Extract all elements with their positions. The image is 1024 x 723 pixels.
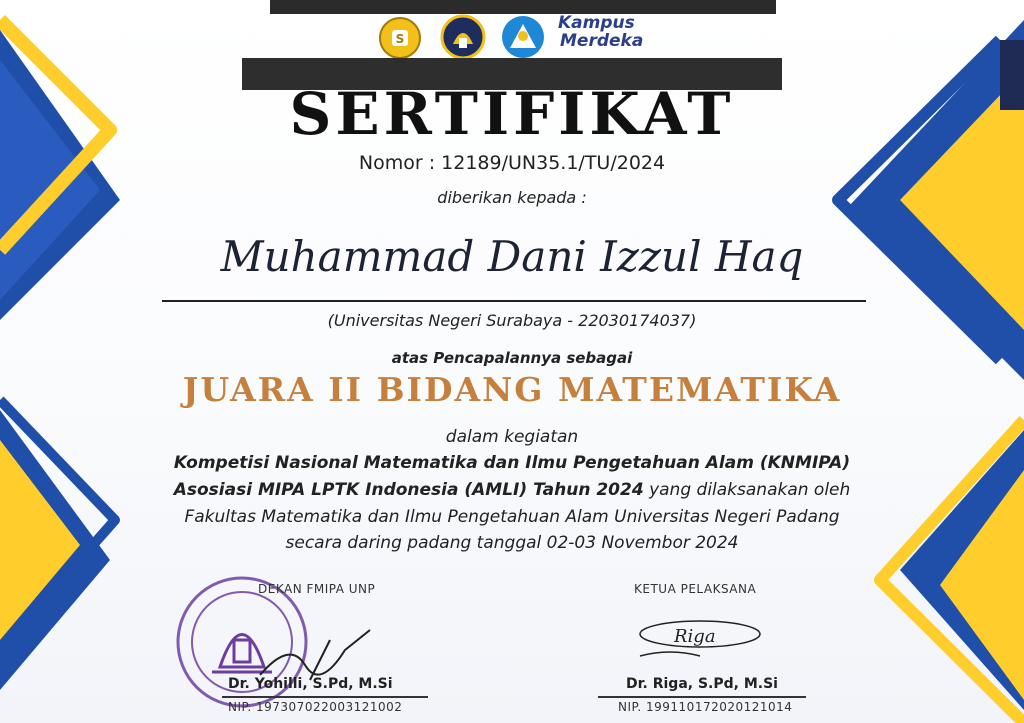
right-handwritten-signature	[630, 608, 780, 668]
recipient-name: Muhammad Dani Izzul Haq	[220, 232, 804, 281]
event-organizer-rest: yang dilaksanakan oleh	[643, 480, 851, 500]
right-signer-title: KETUA PELAKSANA	[634, 582, 757, 596]
event-date-line: secara daring padang tanggal 02-03 Novembor 2024	[285, 533, 739, 553]
right-signer-name: Dr. Riga, S.Pd, M.Si	[626, 676, 778, 692]
kampus-merdeka-line1: Kampus	[558, 13, 635, 33]
right-signer-nip: NIP. 199110172020121014	[618, 700, 793, 714]
achievement-intro: atas Pencapalannya sebagai	[391, 349, 633, 367]
right-signature-text: Riga	[674, 626, 716, 647]
kampus-merdeka-logo	[558, 14, 643, 50]
recipient-affiliation: (Universitas Negeri Surabaya - 22030174037)	[327, 311, 697, 330]
tut-wuri-handayani-icon	[496, 14, 550, 60]
name-underline	[162, 300, 866, 302]
top-dark-bar	[270, 0, 776, 14]
award-rank: JUARA II BIDANG MATEMATIKA	[182, 370, 842, 409]
certificate-title: SERTIFIKAT	[289, 80, 735, 148]
left-signer-nip: NIP. 197307022003121002	[228, 700, 403, 714]
event-organizer-bold: Asosiasi MIPA LPTK Indonesia (AMLI) Tahun 2024	[173, 480, 644, 500]
left-signer-name: Dr. Yohilli, S.Pd, M.Si	[228, 676, 393, 692]
left-signature-line	[222, 696, 428, 698]
unp-emblem-icon	[436, 14, 490, 60]
svg-text:S: S	[395, 32, 405, 46]
kampus-merdeka-line2: Merdeka	[560, 31, 644, 51]
university-seal-yellow-icon	[374, 16, 426, 60]
event-faculty-line: Fakultas Matematika dan Ilmu Pengetahuan Alam Universitas Negeri Padang	[184, 507, 840, 527]
left-signer-title: DEKAN FMIPA UNP	[258, 582, 376, 596]
right-signature-line	[598, 696, 806, 698]
certificate-number: Nomor : 12189/UN35.1/TU/2024	[358, 152, 666, 174]
event-name-line: Kompetisi Nasional Matematika dan Ilmu Pengetahuan Alam (KNMIPA)	[173, 453, 851, 473]
given-to-label: diberikan kepada :	[437, 188, 587, 207]
event-intro: dalam kegiatan	[445, 427, 579, 447]
event-organizer-line	[0, 480, 1024, 500]
